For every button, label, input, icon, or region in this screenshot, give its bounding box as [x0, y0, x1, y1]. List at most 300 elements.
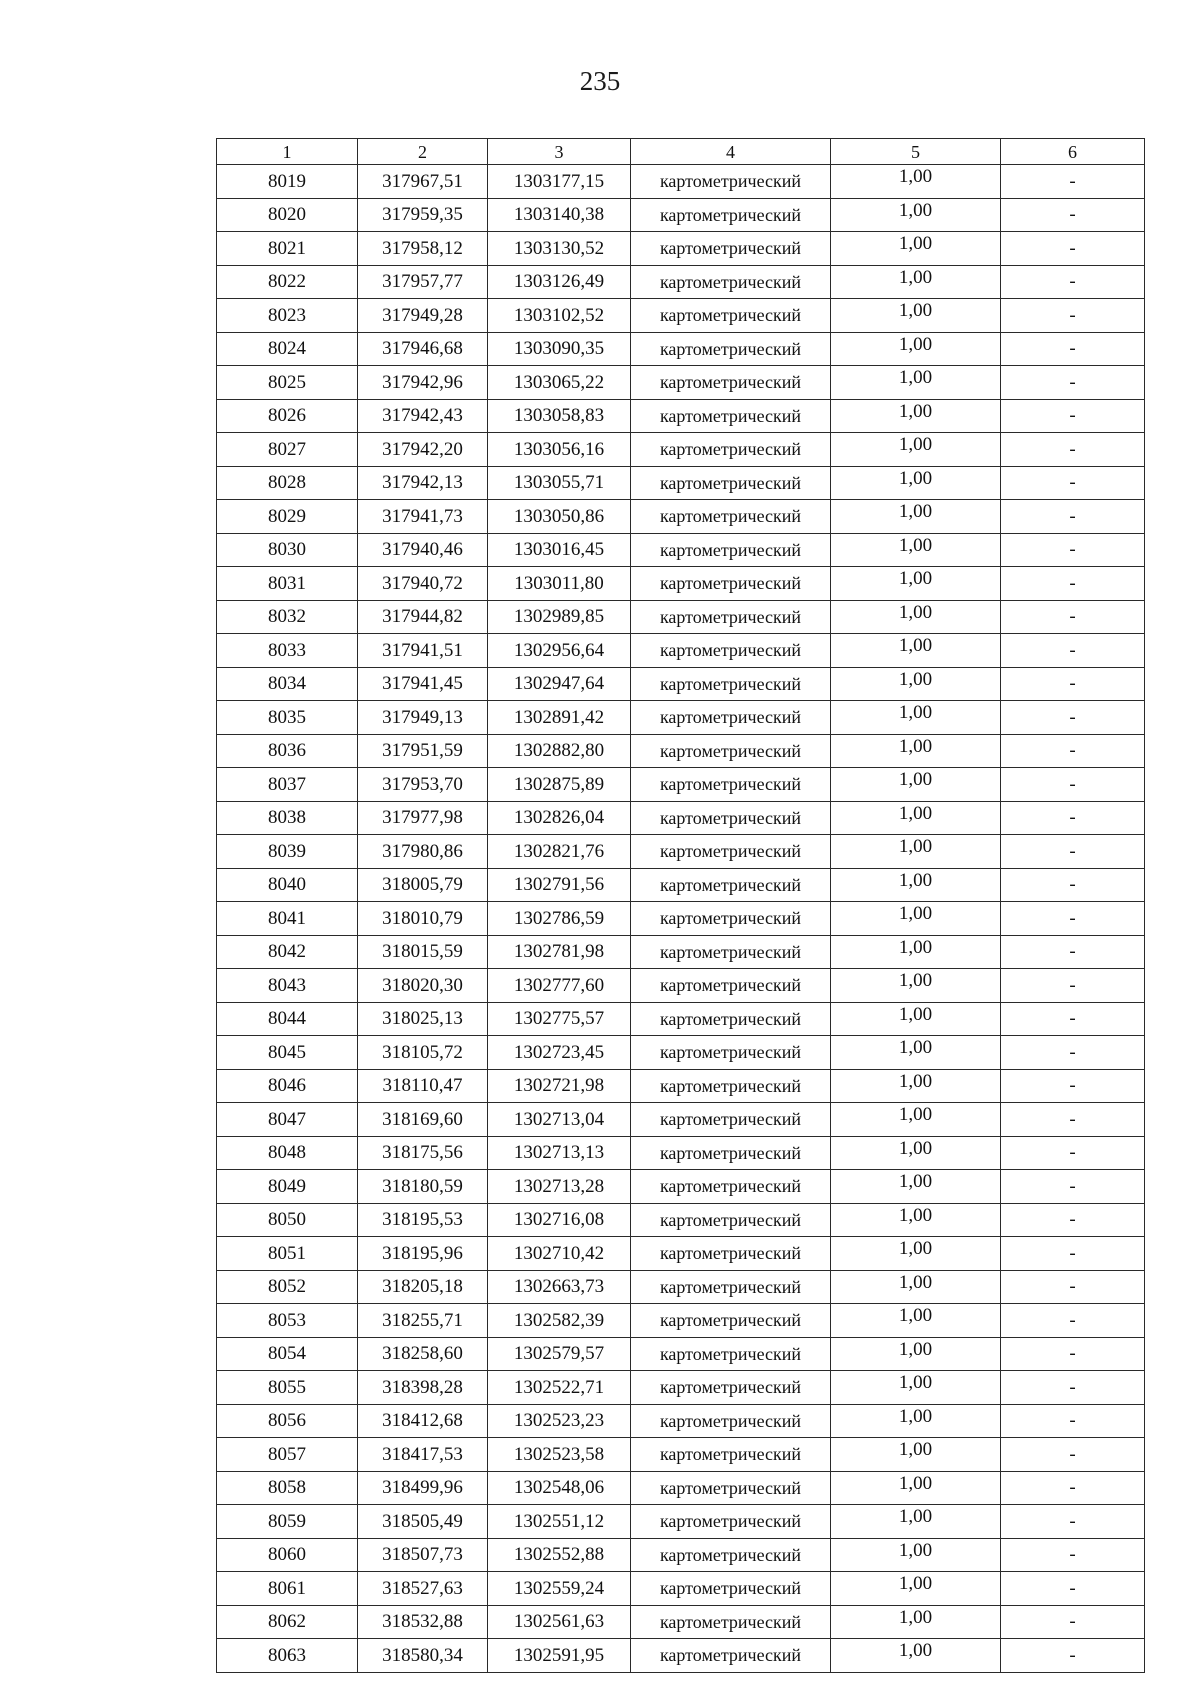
cell-point-number: 8063: [217, 1639, 358, 1673]
cell-accuracy: 1,00: [831, 299, 1001, 333]
cell-accuracy: 1,00: [831, 265, 1001, 299]
table-row: [217, 1270, 1145, 1304]
cell-method: картометрический: [631, 734, 831, 768]
cell-coord-x: 318169,60: [358, 1103, 488, 1137]
table-row: [217, 969, 1145, 1003]
cell-note: -: [1001, 1270, 1145, 1304]
cell-point-number: 8061: [217, 1572, 358, 1606]
table-row: [217, 1036, 1145, 1070]
cell-point-number: 8038: [217, 801, 358, 835]
cell-method: картометрический: [631, 969, 831, 1003]
cell-accuracy: 1,00: [831, 165, 1001, 199]
cell-point-number: 8033: [217, 634, 358, 668]
header-cell-1: 1: [217, 139, 358, 165]
cell-coord-y: 1302821,76: [488, 835, 631, 869]
cell-accuracy: 1,00: [831, 701, 1001, 735]
table-row: [217, 500, 1145, 534]
table-row: [217, 1069, 1145, 1103]
table-row: [217, 198, 1145, 232]
cell-method: картометрический: [631, 801, 831, 835]
cell-note: -: [1001, 1103, 1145, 1137]
table-row: [217, 1371, 1145, 1405]
cell-point-number: 8023: [217, 299, 358, 333]
cell-accuracy: 1,00: [831, 935, 1001, 969]
cell-coord-x: 317946,68: [358, 332, 488, 366]
table-row: [217, 1572, 1145, 1606]
cell-point-number: 8049: [217, 1170, 358, 1204]
cell-note: -: [1001, 1404, 1145, 1438]
cell-coord-x: 317944,82: [358, 600, 488, 634]
cell-coord-y: 1303126,49: [488, 265, 631, 299]
table-row: [217, 1337, 1145, 1371]
cell-coord-y: 1302561,63: [488, 1605, 631, 1639]
cell-note: -: [1001, 935, 1145, 969]
cell-accuracy: 1,00: [831, 868, 1001, 902]
cell-coord-y: 1302713,13: [488, 1136, 631, 1170]
cell-accuracy: 1,00: [831, 232, 1001, 266]
cell-coord-y: 1302786,59: [488, 902, 631, 936]
cell-point-number: 8047: [217, 1103, 358, 1137]
cell-coord-y: 1302663,73: [488, 1270, 631, 1304]
cell-coord-x: 318417,53: [358, 1438, 488, 1472]
cell-coord-y: 1302559,24: [488, 1572, 631, 1606]
cell-coord-y: 1303055,71: [488, 466, 631, 500]
cell-point-number: 8031: [217, 567, 358, 601]
cell-note: -: [1001, 1605, 1145, 1639]
cell-method: картометрический: [631, 265, 831, 299]
cell-point-number: 8041: [217, 902, 358, 936]
cell-point-number: 8040: [217, 868, 358, 902]
cell-accuracy: 1,00: [831, 399, 1001, 433]
cell-accuracy: 1,00: [831, 1438, 1001, 1472]
cell-point-number: 8024: [217, 332, 358, 366]
cell-method: картометрический: [631, 1237, 831, 1271]
cell-coord-x: 318020,30: [358, 969, 488, 1003]
cell-point-number: 8060: [217, 1538, 358, 1572]
cell-coord-x: 317942,96: [358, 366, 488, 400]
cell-coord-y: 1302591,95: [488, 1639, 631, 1673]
cell-coord-x: 318195,53: [358, 1203, 488, 1237]
table-row: [217, 600, 1145, 634]
cell-note: -: [1001, 232, 1145, 266]
table-row: [217, 1538, 1145, 1572]
cell-coord-x: 318205,18: [358, 1270, 488, 1304]
cell-method: картометрический: [631, 1471, 831, 1505]
table-row: [217, 1438, 1145, 1472]
cell-method: картометрический: [631, 1103, 831, 1137]
cell-point-number: 8027: [217, 433, 358, 467]
cell-coord-x: 317980,86: [358, 835, 488, 869]
cell-note: -: [1001, 1471, 1145, 1505]
cell-method: картометрический: [631, 1036, 831, 1070]
table-row: [217, 734, 1145, 768]
coordinates-table: [216, 138, 1145, 1673]
cell-coord-x: 318255,71: [358, 1304, 488, 1338]
cell-method: картометрический: [631, 1438, 831, 1472]
cell-point-number: 8019: [217, 165, 358, 199]
cell-method: картометрический: [631, 1572, 831, 1606]
cell-method: картометрический: [631, 366, 831, 400]
table-body: [217, 165, 1145, 1673]
cell-note: -: [1001, 533, 1145, 567]
cell-accuracy: 1,00: [831, 1203, 1001, 1237]
cell-method: картометрический: [631, 1605, 831, 1639]
cell-point-number: 8039: [217, 835, 358, 869]
cell-coord-x: 317940,72: [358, 567, 488, 601]
cell-accuracy: 1,00: [831, 1605, 1001, 1639]
table-row: [217, 399, 1145, 433]
table-row: [217, 1404, 1145, 1438]
table-row: [217, 165, 1145, 199]
table-row: [217, 1237, 1145, 1271]
table-row: [217, 634, 1145, 668]
cell-accuracy: 1,00: [831, 1237, 1001, 1271]
cell-accuracy: 1,00: [831, 1505, 1001, 1539]
cell-point-number: 8062: [217, 1605, 358, 1639]
cell-note: -: [1001, 1069, 1145, 1103]
table-row: [217, 768, 1145, 802]
cell-coord-y: 1303130,52: [488, 232, 631, 266]
cell-method: картометрический: [631, 1371, 831, 1405]
cell-coord-y: 1302956,64: [488, 634, 631, 668]
table-row: [217, 1203, 1145, 1237]
cell-point-number: 8045: [217, 1036, 358, 1070]
cell-point-number: 8053: [217, 1304, 358, 1338]
cell-coord-y: 1303140,38: [488, 198, 631, 232]
cell-coord-y: 1302522,71: [488, 1371, 631, 1405]
table-row: [217, 1605, 1145, 1639]
cell-point-number: 8051: [217, 1237, 358, 1271]
cell-note: -: [1001, 969, 1145, 1003]
table-row: [217, 299, 1145, 333]
cell-note: -: [1001, 1639, 1145, 1673]
cell-method: картометрический: [631, 1538, 831, 1572]
cell-method: картометрический: [631, 299, 831, 333]
cell-method: картометрический: [631, 500, 831, 534]
cell-accuracy: 1,00: [831, 1036, 1001, 1070]
cell-note: -: [1001, 1505, 1145, 1539]
table-row: [217, 1170, 1145, 1204]
cell-note: -: [1001, 1136, 1145, 1170]
cell-accuracy: 1,00: [831, 768, 1001, 802]
cell-method: картометрический: [631, 1069, 831, 1103]
cell-accuracy: 1,00: [831, 1069, 1001, 1103]
cell-method: картометрический: [631, 433, 831, 467]
cell-accuracy: 1,00: [831, 1103, 1001, 1137]
table-row: [217, 332, 1145, 366]
cell-coord-y: 1303065,22: [488, 366, 631, 400]
cell-accuracy: 1,00: [831, 969, 1001, 1003]
cell-note: -: [1001, 466, 1145, 500]
cell-coord-x: 317941,73: [358, 500, 488, 534]
cell-coord-x: 318180,59: [358, 1170, 488, 1204]
cell-coord-x: 317940,46: [358, 533, 488, 567]
cell-coord-y: 1302882,80: [488, 734, 631, 768]
cell-note: -: [1001, 265, 1145, 299]
cell-point-number: 8025: [217, 366, 358, 400]
cell-coord-y: 1303102,52: [488, 299, 631, 333]
cell-coord-x: 317942,13: [358, 466, 488, 500]
cell-coord-y: 1302523,23: [488, 1404, 631, 1438]
cell-coord-y: 1303090,35: [488, 332, 631, 366]
cell-coord-y: 1302875,89: [488, 768, 631, 802]
cell-point-number: 8035: [217, 701, 358, 735]
cell-coord-x: 317959,35: [358, 198, 488, 232]
cell-coord-y: 1302791,56: [488, 868, 631, 902]
cell-method: картометрический: [631, 600, 831, 634]
header-cell-2: 2: [358, 139, 488, 165]
cell-point-number: 8046: [217, 1069, 358, 1103]
cell-note: -: [1001, 1304, 1145, 1338]
cell-note: -: [1001, 634, 1145, 668]
cell-point-number: 8056: [217, 1404, 358, 1438]
cell-accuracy: 1,00: [831, 1404, 1001, 1438]
cell-coord-y: 1302947,64: [488, 667, 631, 701]
cell-method: картометрический: [631, 768, 831, 802]
cell-coord-x: 318175,56: [358, 1136, 488, 1170]
cell-note: -: [1001, 835, 1145, 869]
cell-point-number: 8029: [217, 500, 358, 534]
cell-note: -: [1001, 165, 1145, 199]
cell-accuracy: 1,00: [831, 1471, 1001, 1505]
cell-coord-x: 318015,59: [358, 935, 488, 969]
cell-coord-y: 1303016,45: [488, 533, 631, 567]
cell-method: картометрический: [631, 902, 831, 936]
cell-point-number: 8021: [217, 232, 358, 266]
cell-point-number: 8054: [217, 1337, 358, 1371]
cell-accuracy: 1,00: [831, 198, 1001, 232]
cell-note: -: [1001, 701, 1145, 735]
cell-coord-x: 318195,96: [358, 1237, 488, 1271]
cell-point-number: 8059: [217, 1505, 358, 1539]
cell-accuracy: 1,00: [831, 734, 1001, 768]
cell-note: -: [1001, 1036, 1145, 1070]
cell-coord-y: 1302777,60: [488, 969, 631, 1003]
table-row: [217, 1136, 1145, 1170]
cell-coord-y: 1302710,42: [488, 1237, 631, 1271]
cell-point-number: 8037: [217, 768, 358, 802]
table-row: [217, 433, 1145, 467]
cell-method: картометрический: [631, 701, 831, 735]
cell-coord-x: 318110,47: [358, 1069, 488, 1103]
cell-method: картометрический: [631, 1505, 831, 1539]
cell-method: картометрический: [631, 935, 831, 969]
table-row: [217, 1002, 1145, 1036]
cell-note: -: [1001, 734, 1145, 768]
cell-method: картометрический: [631, 1170, 831, 1204]
cell-note: -: [1001, 1438, 1145, 1472]
table-row: [217, 1505, 1145, 1539]
cell-note: -: [1001, 198, 1145, 232]
cell-method: картометрический: [631, 1337, 831, 1371]
cell-point-number: 8043: [217, 969, 358, 1003]
page-number: 235: [579, 66, 621, 96]
cell-point-number: 8034: [217, 667, 358, 701]
cell-coord-y: 1302551,12: [488, 1505, 631, 1539]
cell-coord-x: 317953,70: [358, 768, 488, 802]
cell-method: картометрический: [631, 1203, 831, 1237]
cell-coord-y: 1302781,98: [488, 935, 631, 969]
cell-method: картометрический: [631, 868, 831, 902]
cell-method: картометрический: [631, 1136, 831, 1170]
cell-coord-x: 317951,59: [358, 734, 488, 768]
cell-note: -: [1001, 433, 1145, 467]
cell-point-number: 8036: [217, 734, 358, 768]
cell-method: картометрический: [631, 466, 831, 500]
cell-coord-y: 1302723,45: [488, 1036, 631, 1070]
cell-point-number: 8050: [217, 1203, 358, 1237]
cell-coord-x: 317942,43: [358, 399, 488, 433]
cell-point-number: 8058: [217, 1471, 358, 1505]
cell-accuracy: 1,00: [831, 600, 1001, 634]
cell-note: -: [1001, 299, 1145, 333]
cell-note: -: [1001, 567, 1145, 601]
cell-coord-x: 317977,98: [358, 801, 488, 835]
cell-accuracy: 1,00: [831, 902, 1001, 936]
cell-note: -: [1001, 902, 1145, 936]
table-row: [217, 868, 1145, 902]
table-row: [217, 366, 1145, 400]
cell-point-number: 8055: [217, 1371, 358, 1405]
cell-coord-y: 1302775,57: [488, 1002, 631, 1036]
cell-method: картометрический: [631, 533, 831, 567]
cell-note: -: [1001, 1170, 1145, 1204]
cell-coord-x: 318010,79: [358, 902, 488, 936]
cell-accuracy: 1,00: [831, 1002, 1001, 1036]
cell-note: -: [1001, 1538, 1145, 1572]
cell-coord-x: 318499,96: [358, 1471, 488, 1505]
cell-accuracy: 1,00: [831, 533, 1001, 567]
cell-coord-x: 318580,34: [358, 1639, 488, 1673]
cell-coord-x: 318005,79: [358, 868, 488, 902]
cell-accuracy: 1,00: [831, 1572, 1001, 1606]
cell-coord-y: 1302523,58: [488, 1438, 631, 1472]
table-row: [217, 667, 1145, 701]
cell-coord-x: 317958,12: [358, 232, 488, 266]
cell-accuracy: 1,00: [831, 801, 1001, 835]
cell-accuracy: 1,00: [831, 1270, 1001, 1304]
table-header: [217, 139, 1145, 165]
cell-accuracy: 1,00: [831, 433, 1001, 467]
cell-note: -: [1001, 399, 1145, 433]
table-row: [217, 1639, 1145, 1673]
cell-coord-x: 317967,51: [358, 165, 488, 199]
cell-point-number: 8042: [217, 935, 358, 969]
cell-coord-y: 1302826,04: [488, 801, 631, 835]
cell-coord-x: 317949,13: [358, 701, 488, 735]
cell-note: -: [1001, 868, 1145, 902]
header-cell-3: 3: [488, 139, 631, 165]
table-row: [217, 232, 1145, 266]
cell-note: -: [1001, 667, 1145, 701]
cell-coord-x: 318507,73: [358, 1538, 488, 1572]
table-row: [217, 801, 1145, 835]
cell-method: картометрический: [631, 667, 831, 701]
header-cell-4: 4: [631, 139, 831, 165]
cell-accuracy: 1,00: [831, 1136, 1001, 1170]
cell-coord-y: 1303177,15: [488, 165, 631, 199]
cell-coord-y: 1302579,57: [488, 1337, 631, 1371]
cell-coord-y: 1302548,06: [488, 1471, 631, 1505]
header-cell-5: 5: [831, 139, 1001, 165]
cell-method: картометрический: [631, 232, 831, 266]
cell-note: -: [1001, 600, 1145, 634]
cell-note: -: [1001, 768, 1145, 802]
cell-coord-y: 1303056,16: [488, 433, 631, 467]
cell-coord-x: 318505,49: [358, 1505, 488, 1539]
cell-note: -: [1001, 1371, 1145, 1405]
cell-coord-x: 318398,28: [358, 1371, 488, 1405]
cell-method: картометрический: [631, 634, 831, 668]
cell-coord-x: 318527,63: [358, 1572, 488, 1606]
cell-accuracy: 1,00: [831, 835, 1001, 869]
table-row: [217, 1471, 1145, 1505]
cell-coord-y: 1303058,83: [488, 399, 631, 433]
cell-point-number: 8022: [217, 265, 358, 299]
table-row: [217, 265, 1145, 299]
table-row: [217, 533, 1145, 567]
cell-coord-y: 1302713,28: [488, 1170, 631, 1204]
cell-method: картометрический: [631, 1270, 831, 1304]
table-row: [217, 1103, 1145, 1137]
cell-accuracy: 1,00: [831, 366, 1001, 400]
cell-coord-x: 317941,51: [358, 634, 488, 668]
cell-method: картометрический: [631, 399, 831, 433]
cell-coord-x: 317942,20: [358, 433, 488, 467]
cell-method: картометрический: [631, 165, 831, 199]
cell-method: картометрический: [631, 567, 831, 601]
cell-accuracy: 1,00: [831, 1639, 1001, 1673]
cell-point-number: 8026: [217, 399, 358, 433]
cell-accuracy: 1,00: [831, 1538, 1001, 1572]
cell-coord-y: 1303011,80: [488, 567, 631, 601]
cell-point-number: 8057: [217, 1438, 358, 1472]
cell-coord-x: 318412,68: [358, 1404, 488, 1438]
table-row: [217, 835, 1145, 869]
header-row: [217, 139, 1145, 165]
cell-point-number: 8044: [217, 1002, 358, 1036]
cell-method: картометрический: [631, 1404, 831, 1438]
cell-coord-x: 317941,45: [358, 667, 488, 701]
cell-accuracy: 1,00: [831, 634, 1001, 668]
cell-method: картометрический: [631, 1639, 831, 1673]
table-row: [217, 1304, 1145, 1338]
cell-coord-y: 1302716,08: [488, 1203, 631, 1237]
cell-note: -: [1001, 1237, 1145, 1271]
cell-accuracy: 1,00: [831, 667, 1001, 701]
cell-accuracy: 1,00: [831, 1337, 1001, 1371]
cell-coord-y: 1302582,39: [488, 1304, 631, 1338]
cell-note: -: [1001, 1002, 1145, 1036]
cell-point-number: 8052: [217, 1270, 358, 1304]
table-row: [217, 701, 1145, 735]
cell-note: -: [1001, 1203, 1145, 1237]
cell-point-number: 8020: [217, 198, 358, 232]
cell-method: картометрический: [631, 835, 831, 869]
cell-method: картометрический: [631, 1002, 831, 1036]
cell-coord-x: 318258,60: [358, 1337, 488, 1371]
cell-coord-y: 1302989,85: [488, 600, 631, 634]
cell-accuracy: 1,00: [831, 332, 1001, 366]
table-row: [217, 567, 1145, 601]
cell-point-number: 8032: [217, 600, 358, 634]
cell-note: -: [1001, 500, 1145, 534]
cell-note: -: [1001, 332, 1145, 366]
cell-coord-x: 317949,28: [358, 299, 488, 333]
cell-accuracy: 1,00: [831, 466, 1001, 500]
cell-coord-x: 317957,77: [358, 265, 488, 299]
cell-accuracy: 1,00: [831, 1371, 1001, 1405]
